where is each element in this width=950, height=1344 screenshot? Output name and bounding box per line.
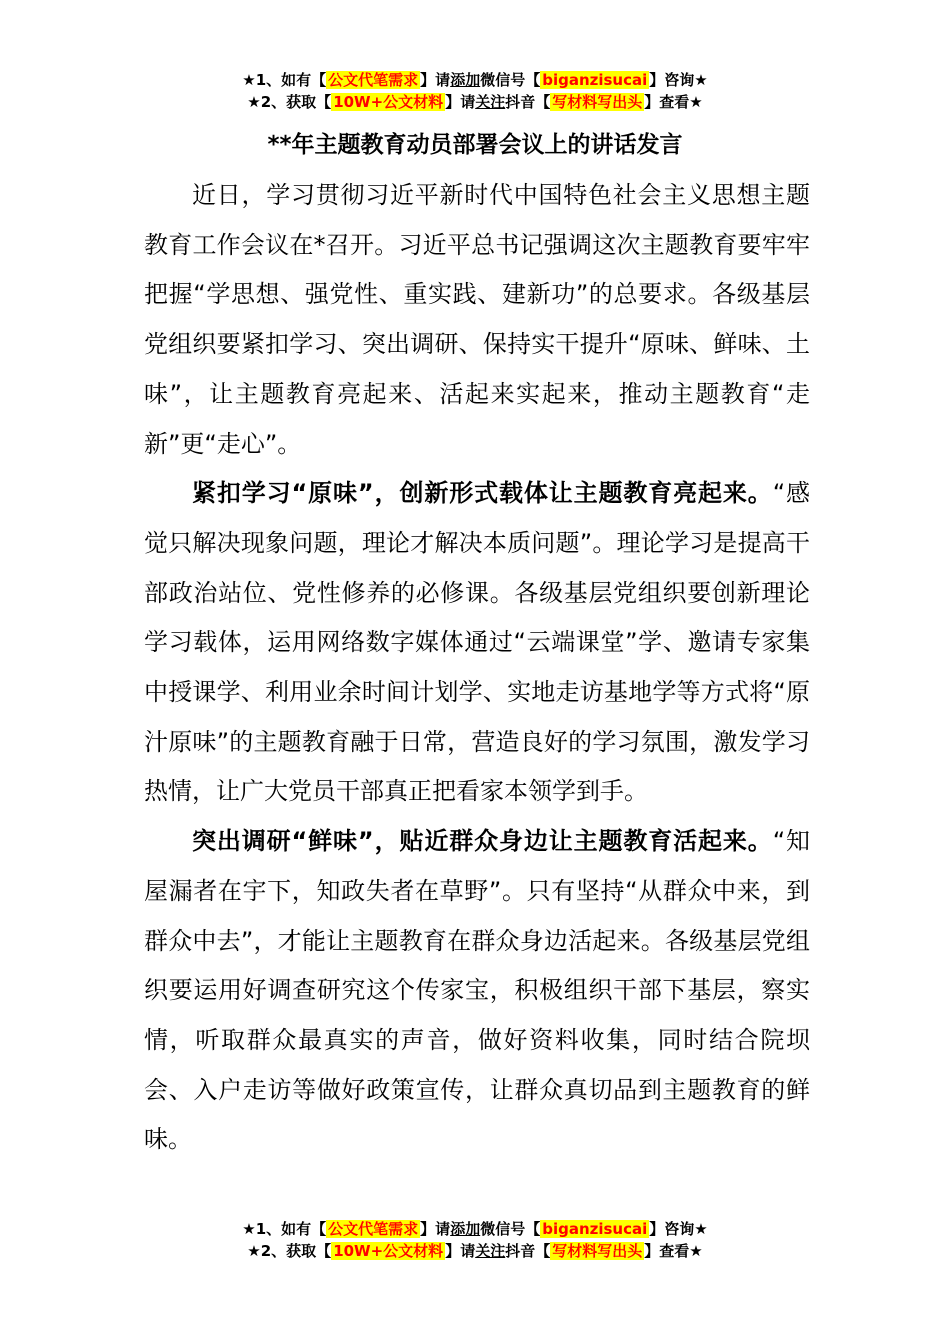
- notice-highlight: 公文代笔需求: [328, 71, 419, 89]
- notice-highlight: 10W+公文材料: [333, 93, 444, 111]
- notice-line-1: ★1、如有【 公文代笔需求 】请添加微信号【 biganzisucai 】咨询★: [242, 1220, 708, 1238]
- notice-wechat-id: biganzisucai: [542, 71, 648, 89]
- paragraph-heading: 突出调研“鲜味”，贴近群众身边让主题教育活起来。: [192, 827, 773, 856]
- document-body: [144, 171, 810, 1165]
- bottom-notice-banner: [0, 1218, 950, 1262]
- paragraph: 突出调研“鲜味”，贴近群众身边让主题教育活起来。“知屋漏者在宇下，知政失者在草野”。只有坚持“从群众中来，到群众中去”，才能让主题教育在群众身边活起来。各级基层党组织要运用好调查研究这个传家宝，积极组织干部下基层，察实情，听取群众最真实的声音，做好资料收集，同时结合院坝会、入户走访等做好政策宣传，让群众真切品到主题教育的鲜味。: [144, 827, 811, 1154]
- notice-wechat-id: biganzisucai: [542, 1220, 648, 1238]
- notice-line-2: ★2、获取【 10W+公文材料 】请关注抖音【 写材料写出头 】查看★: [247, 1242, 703, 1260]
- notice-highlight: 10W+公文材料: [333, 1242, 444, 1260]
- document-title: **年主题教育动员部署会议上的讲话发言: [267, 132, 683, 158]
- notice-line-2: ★2、获取【 10W+公文材料 】请关注抖音【 写材料写出头 】查看★: [247, 93, 703, 111]
- top-notice-banner: [0, 69, 950, 113]
- paragraph: 紧扣学习“原味”，创新形式载体让主题教育亮起来。“感觉只解决现象问题，理论才解决本质问题”。理论学习是提高干部政治站位、党性修养的必修课。各级基层党组织要创新理论学习载体，运用网络数字媒体通过“云端课堂”学、邀请专家集中授课学、利用业余时间计划学、实地走访基地学等方式将“原汁原味”的主题教育融于日常，营造良好的学习氛围，激发学习热情，让广大党员干部真正把看家本领学到手。: [144, 479, 811, 806]
- notice-douyin-id: 写材料写出头: [552, 1242, 643, 1260]
- paragraph-heading: 紧扣学习“原味”，创新形式载体让主题教育亮起来。: [192, 479, 773, 508]
- paragraph: 近日，学习贯彻习近平新时代中国特色社会主义思想主题教育工作会议在*召开。习近平总书记强调这次主题教育要牢牢把握“学思想、强党性、重实践、建新功”的总要求。各级基层党组织要紧扣学习、突出调研、保持实干提升“原味、鲜味、土味”，让主题教育亮起来、活起来实起来，推动主题教育“走新”更“走心”。: [144, 181, 810, 458]
- notice-douyin-id: 写材料写出头: [552, 93, 643, 111]
- notice-line-1: ★1、如有【 公文代笔需求 】请添加微信号【 biganzisucai 】咨询★: [242, 71, 708, 89]
- notice-highlight: 公文代笔需求: [328, 1220, 419, 1238]
